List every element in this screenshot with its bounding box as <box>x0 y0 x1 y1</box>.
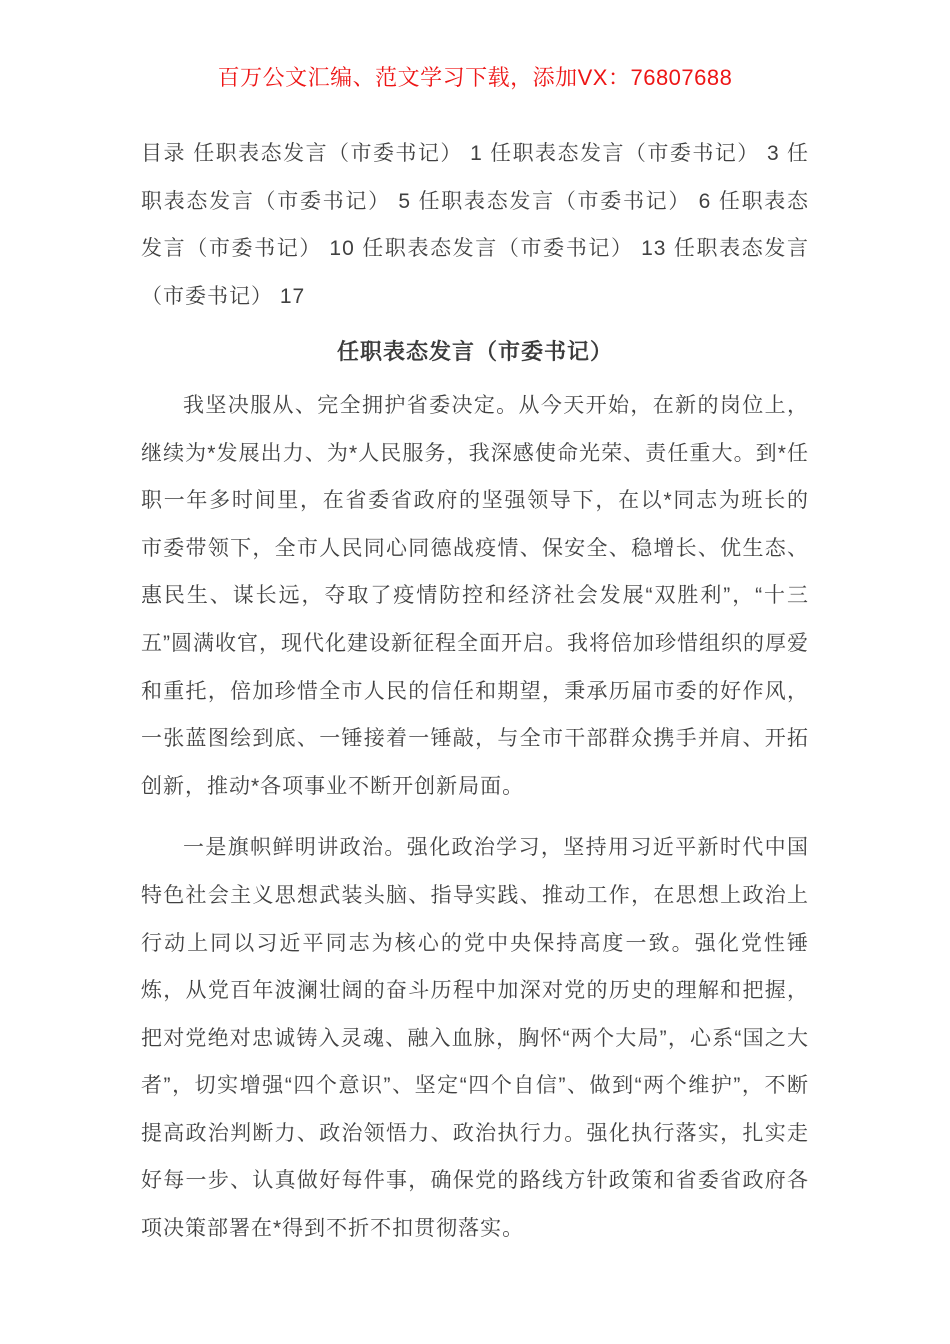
body-paragraph-1: 我坚决服从、完全拥护省委决定。从今天开始，在新的岗位上，继续为*发展出力、为*人民服务，我深感使命光荣、责任重大。到*任职一年多时间里，在省委省政府的坚强领导下，在以*同志为班长的市委带领下，全市人民同心同德战疫情、保安全、稳增长、优生态、惠民生、谋长远，夺取了疫情防控和经济社会发展“双胜利”，“十三五”圆满收官，现代化建设新征程全面开启。我将倍加珍惜组织的厚爱和重托，倍加珍惜全市人民的信任和期望，秉承历届市委的好作风，一张蓝图绘到底、一锤接着一锤敲，与全市干部群众携手并肩、开拓创新，推动*各项事业不断开创新局面。 <box>141 393 809 798</box>
document-title: 任职表态发言（市委书记） <box>336 339 613 365</box>
promo-notice: 百万公文汇编、范文学习下载，添加VX：76807688 <box>217 65 733 90</box>
table-of-contents: 目录 任职表态发言（市委书记） 1 任职表态发言（市委书记） 3 任职表态发言（市委书记） 5 任职表态发言（市委书记） 6 任职表态发言（市委书记） 10 任职表态发言（市委书记） 13 任职表态发言（市委书记） 17 <box>141 142 809 308</box>
body-paragraph-2: 一是旗帜鲜明讲政治。强化政治学习，坚持用习近平新时代中国特色社会主义思想武装头脑、指导实践、推动工作，在思想上政治上行动上同以习近平同志为核心的党中央保持高度一致。强化党性锤炼，从党百年波澜壮阔的奋斗历程中加深对党的历史的理解和把握，把对党绝对忠诚铸入灵魂、融入血脉，胸怀“两个大局”，心系“国之大者”，切实增强“四个意识”、坚定“四个自信”、做到“两个维护”，不断提高政治判断力、政治领悟力、政治执行力。强化执行落实，扎实走好每一步、认真做好每件事，确保党的路线方针政策和省委省政府各项决策部署在*得到不折不扣贯彻落实。 <box>141 836 809 1241</box>
